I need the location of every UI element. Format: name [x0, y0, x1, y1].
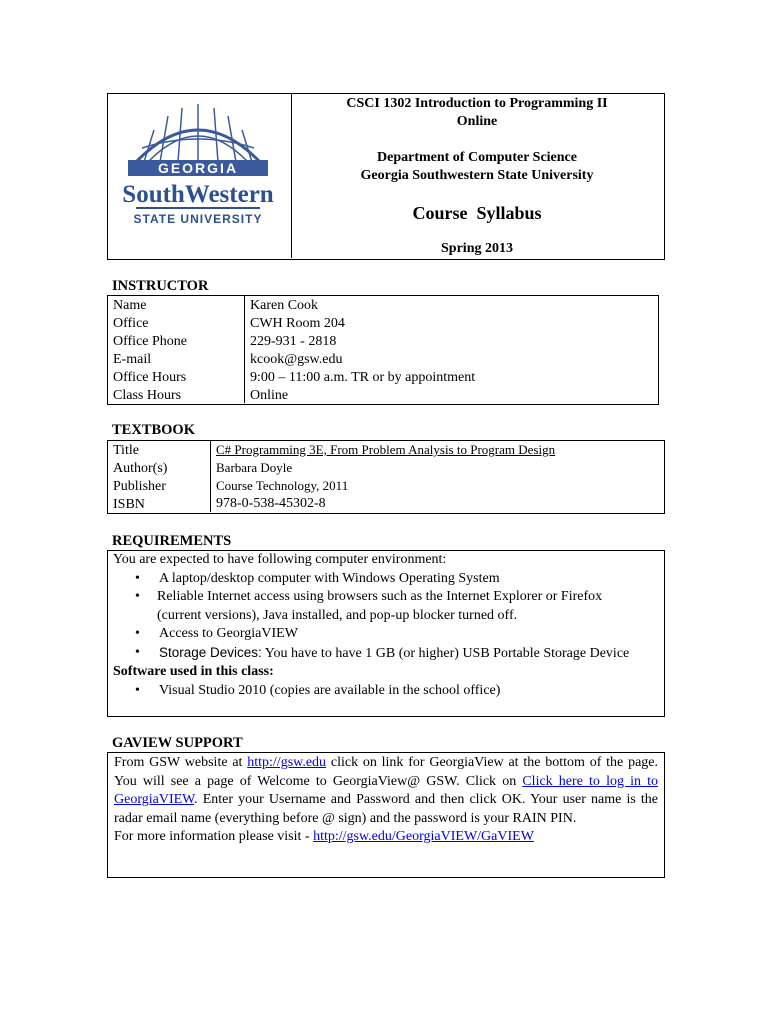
term: Spring 2013	[441, 241, 513, 256]
gaview-text: From GSW website at	[114, 755, 248, 770]
software-list	[113, 682, 659, 701]
logo-line2: SouthWestern	[122, 181, 274, 208]
textbook-isbn: 978-0-538-45302-8	[216, 496, 326, 511]
university-logo	[118, 100, 278, 240]
gaview-paragraph	[114, 754, 658, 828]
instructor-value-col	[250, 297, 475, 405]
requirements-intro: You are expected to have following computer environment:	[113, 552, 447, 567]
requirement-lead: Storage Devices:	[159, 644, 262, 660]
instructor-class-hours: Online	[250, 388, 289, 403]
textbook-label-col	[108, 441, 211, 512]
requirement-item	[113, 588, 641, 625]
logo-line1: GEORGIA	[157, 160, 239, 176]
instructor-office: CWH Room 204	[250, 316, 345, 331]
header-box	[107, 93, 665, 260]
instructor-label: Office Phone	[113, 334, 187, 349]
requirements-box	[107, 550, 665, 717]
textbook-label: Title	[113, 443, 139, 458]
textbook-title: C# Programming 3E, From Problem Analysis to Program Design	[216, 442, 556, 457]
gaview-text: . Enter your Username and Password and then click OK. Your user name is the radar email name (everything before @ sign) and the password is your RAIN PIN.	[114, 792, 658, 826]
bullet: •	[135, 682, 140, 698]
requirement-text: A laptop/desktop computer with Windows Operating System	[159, 570, 500, 586]
instructor-label: Class Hours	[113, 388, 182, 403]
logo-line3: STATE UNIVERSITY	[133, 212, 263, 226]
gaview-info-link[interactable]: http://gsw.edu/GeorgiaVIEW/GaVIEW	[313, 829, 534, 844]
gaview-box	[107, 752, 665, 878]
textbook-label: Author(s)	[113, 461, 168, 476]
textbook-value-col	[216, 441, 555, 513]
gaview-text: For more information please visit -	[114, 829, 314, 844]
gaview-text: click on link for GeorgiaView at the bottom of the page. You will see a page of Welcome to GeorgiaView@ GSW. Click on	[114, 755, 658, 789]
instructor-heading: INSTRUCTOR	[112, 278, 209, 294]
instructor-phone: 229-931 - 2818	[250, 334, 337, 349]
instructor-label-col	[108, 296, 245, 403]
textbook-heading: TEXTBOOK	[112, 422, 195, 438]
login-link[interactable]: Click here to log in to GeorgiaVIEW	[114, 773, 659, 807]
textbook-label: ISBN	[113, 497, 145, 512]
textbook-label: Publisher	[113, 479, 166, 494]
instructor-name: Karen Cook	[250, 298, 319, 313]
instructor-office-hours: 9:00 – 11:00 a.m. TR or by appointment	[250, 370, 476, 385]
gaview-heading: GAVIEW SUPPORT	[112, 735, 243, 751]
requirement-text: Access to GeorgiaVIEW	[159, 626, 298, 641]
requirement-text: You have to have 1 GB (or higher) USB Portable Storage Device	[261, 645, 630, 661]
textbook-table	[107, 440, 665, 514]
course-title: CSCI 1302 Introduction to Programming II	[346, 96, 608, 111]
instructor-label: Office Hours	[113, 370, 187, 385]
software-heading: Software used in this class:	[113, 664, 274, 679]
department: Department of Computer Science	[377, 150, 577, 165]
textbook-author: Barbara Doyle	[216, 460, 293, 475]
textbook-publisher: Course Technology, 2011	[216, 478, 349, 493]
course-mode: Online	[456, 114, 498, 129]
gsw-link[interactable]: http://gsw.edu	[247, 755, 327, 770]
gaview-more-info	[114, 828, 658, 847]
requirement-item	[113, 644, 641, 664]
document-title: Course Syllabus	[412, 203, 542, 223]
requirements-heading: REQUIREMENTS	[112, 533, 232, 549]
bullet: •	[135, 644, 140, 660]
instructor-label: Office	[113, 316, 149, 331]
requirement-item	[113, 570, 641, 589]
software-item	[113, 682, 659, 701]
bullet: •	[135, 570, 140, 586]
logo-cell	[108, 94, 292, 258]
instructor-table	[107, 295, 659, 405]
university-name: Georgia Southwestern State University	[360, 168, 594, 183]
instructor-label: E-mail	[113, 352, 152, 367]
bullet: •	[135, 626, 140, 641]
requirement-item	[113, 625, 641, 644]
instructor-email[interactable]: kcook@gsw.edu	[250, 352, 343, 367]
software-text: Visual Studio 2010 (copies are available in the school office)	[159, 682, 501, 698]
requirements-list	[113, 570, 641, 664]
bullet: •	[135, 589, 140, 604]
requirement-text: Reliable Internet access using browsers such as the Internet Explorer or Firefox (current versions), Java installed, and pop-up blocker turned off.	[157, 589, 603, 623]
instructor-label: Name	[113, 298, 147, 313]
